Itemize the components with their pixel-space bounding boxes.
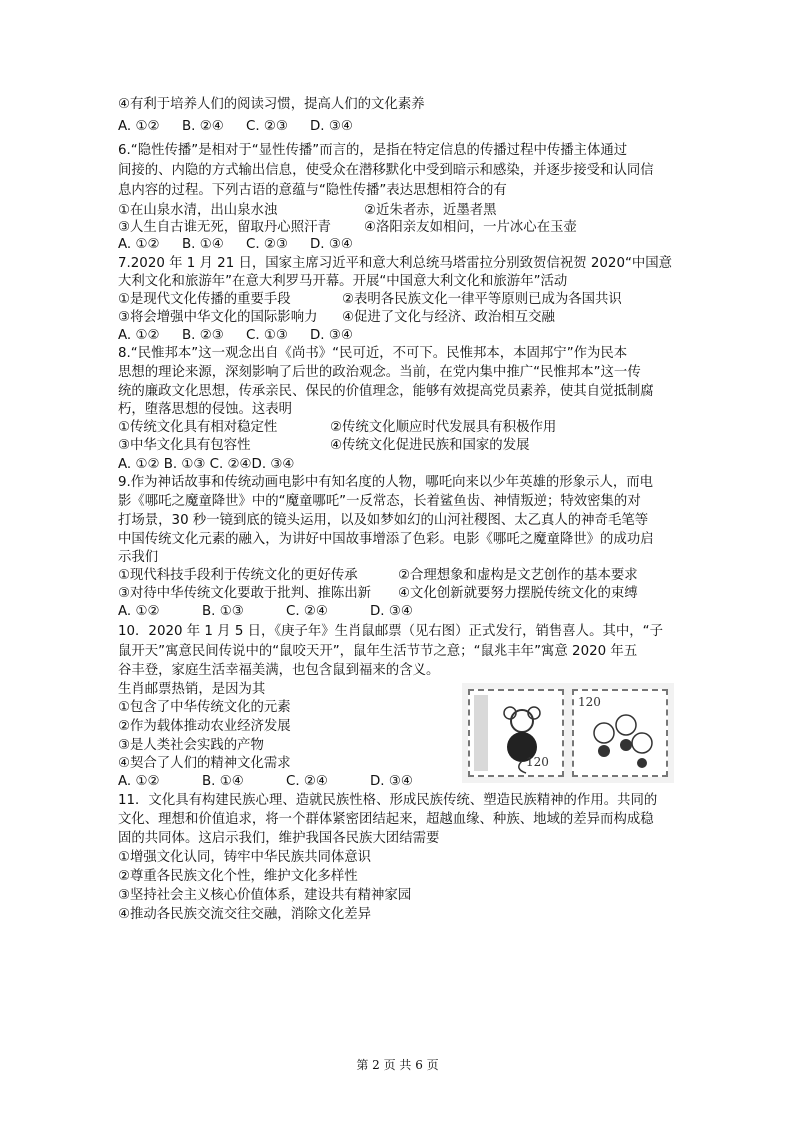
choice-row [118, 290, 622, 309]
page-number: 第 2 页 共 6 页 [356, 1058, 439, 1072]
question-11-text: 文化、理想和价值追求，将一个群体紧密团结起来，超越血缘、种族、地域的差异而构成稳 [118, 812, 654, 827]
question-6-text: 6.“隐性传播”是相对于“显性传播”而言的，是指在特定信息的传播过程中传播主体通过 [118, 143, 628, 158]
option-a: A. ①② [118, 328, 160, 343]
option-d: D. ③④ [310, 119, 353, 134]
answer-options-q5 [118, 117, 353, 136]
choice-4: ④文化创新就要努力摆脱传统文化的束缚 [398, 586, 638, 601]
choice-1: ①包含了中华传统文化的元素 [118, 700, 291, 715]
option-a: A. ①② [118, 237, 160, 252]
choice-1: ①是现代文化传播的重要手段 [118, 292, 291, 307]
choice-4: ④传统文化促进民族和国家的发展 [330, 438, 530, 453]
question-8-text: 8.“民惟邦本”这一观念出自《尚书》“民可近，不可下。民惟邦本，本固邦宁”作为民本 [118, 346, 628, 361]
choice-2: ②近朱者赤，近墨者黑 [364, 203, 497, 218]
answer-options-q9 [118, 602, 413, 621]
choice-2: ②传统文化顺应时代发展具有积极作用 [330, 420, 557, 435]
option-d: D. ③④ [310, 328, 353, 343]
question-9-text: 影《哪吒之魔童降世》中的“魔童哪吒”一反常态，长着鲨鱼齿、神情叛逆；特效密集的对 [118, 494, 641, 509]
question-10-text: 生肖邮票热销，是因为其 [118, 682, 266, 697]
option-a: A. ①② [118, 774, 160, 789]
zodiac-stamps-image [462, 683, 674, 783]
question-10-text: 谷丰登，家庭生活幸福美满，也包含鼠到福来的含义。 [118, 663, 440, 678]
question-9-text: 中国传统文化元素的融入，为讲好中国故事增添了色彩。电影《哪吒之魔童降世》的成功启 [118, 532, 654, 547]
choice-row [118, 584, 638, 603]
option-b: B. ①④ [182, 237, 224, 252]
answer-options-q6 [118, 235, 353, 254]
choice-line: ④有利于培养人们的阅读习惯，提高人们的文化素养 [118, 97, 425, 112]
question-7-text: 7.2020 年 1 月 21 日，国家主席习近平和意大利总统马塔雷拉分别致贺信祝贺 2020“中国意 [118, 256, 673, 271]
choice-3: ③人生自古谁无死，留取丹心照汗青 [118, 220, 331, 235]
rat-stamp-right [572, 689, 668, 777]
answer-options-q8: A. ①② B. ①③ C. ②④D. ③④ [118, 457, 295, 472]
choice-3: ③对待中华传统文化要敢于批判、推陈出新 [118, 586, 372, 601]
choice-4: ④推动各民族交流交往交融，消除文化差异 [118, 907, 372, 922]
option-a: A. ①② [118, 604, 160, 619]
option-c: C. ①③ [246, 328, 288, 343]
option-d: D. ③④ [370, 604, 413, 619]
question-11-text: 固的共同体。这启示我们，维护我国各民族大团结需要 [118, 831, 440, 846]
option-a: A. ①② [118, 119, 160, 134]
choice-1: ①现代科技手段利于传统文化的更好传承 [118, 568, 358, 583]
option-b: B. ②④ [182, 119, 224, 134]
choice-row [118, 566, 638, 585]
choice-1: ①传统文化具有相对稳定性 [118, 420, 278, 435]
question-6-text: 息内容的过程。下列古语的意蕴与“隐性传播”表达思想相符合的有 [118, 183, 507, 198]
question-8-text: 思想的理论来源，深刻影响了后世的政治观念。当前，在党内集中推广“民惟邦本”这一传 [118, 365, 641, 380]
choice-2: ②表明各民族文化一律平等原则已成为各国共识 [342, 292, 622, 307]
choice-3: ③坚持社会主义核心价值体系，建设共有精神家园 [118, 888, 412, 903]
choice-row [118, 418, 556, 437]
question-10-text: 鼠开天”寓意民间传说中的“鼠咬天开”，鼠年生活节节之意；“鼠兆丰年”寓意 2020 年五 [118, 644, 638, 659]
question-8-text: 朽，堕落思想的侵蚀。这表明 [118, 402, 293, 417]
choice-4: ④洛阳亲友如相问，一片冰心在玉壶 [364, 220, 577, 235]
option-c: C. ②④ [286, 774, 328, 789]
question-9-text: 示我们 [118, 550, 159, 565]
choice-1: ①在山泉水清，出山泉水浊 [118, 203, 278, 218]
choice-row [118, 308, 555, 327]
stamp-value: 120 [578, 695, 601, 709]
choice-3: ③是人类社会实践的产物 [118, 738, 264, 753]
answer-options-q7 [118, 326, 353, 345]
choice-4: ④促进了文化与经济、政治相互交融 [342, 310, 555, 325]
option-b: B. ①③ [202, 604, 244, 619]
option-b: B. ①④ [202, 774, 244, 789]
question-9-text: 打场景，30 秒一镜到底的镜头运用，以及如梦如幻的山河社稷图、太乙真人的神奇毛笔等 [118, 513, 649, 528]
choice-3: ③将会增强中华文化的国际影响力 [118, 310, 318, 325]
rat-stamp-left [468, 689, 564, 777]
question-8-text: 统的廉政文化思想，传承亲民、保民的价值理念，能够有效提高党员素养，使其自觉抵制腐 [118, 384, 654, 399]
choice-1: ①增强文化认同，铸牢中华民族共同体意识 [118, 850, 372, 865]
option-d: D. ③④ [370, 774, 413, 789]
choice-2: ②尊重各民族文化个性，维护文化多样性 [118, 869, 358, 884]
choice-3: ③中华文化具有包容性 [118, 438, 251, 453]
option-b: B. ②③ [182, 328, 224, 343]
option-c: C. ②④ [286, 604, 328, 619]
answer-options-q10 [118, 772, 413, 791]
question-9-text: 9.作为神话故事和传统动画电影中有知名度的人物，哪吒向来以少年英雄的形象示人，而电 [118, 475, 654, 490]
option-d: D. ③④ [310, 237, 353, 252]
question-10-text: 10．2020 年 1 月 5 日，《庚子年》生肖鼠邮票（见右图）正式发行，销售喜人。其中，“子 [118, 624, 663, 639]
question-6-text: 间接的、内隐的方式输出信息，使受众在潜移默化中受到暗示和感染，并逐步接受和认同信 [118, 163, 654, 178]
choice-row [118, 436, 529, 455]
choice-2: ②合理想象和虚构是文艺创作的基本要求 [398, 568, 638, 583]
option-c: C. ②③ [246, 237, 288, 252]
question-11-text: 11．文化具有构建民族心理、造就民族性格、形成民族传统、塑造民族精神的作用。共同的 [118, 793, 658, 808]
choice-2: ②作为载体推动农业经济发展 [118, 719, 291, 734]
stamp-value: 120 [526, 755, 549, 769]
option-c: C. ②③ [246, 119, 288, 134]
question-7-text: 大利文化和旅游年”在意大利罗马开幕。开展“中国意大利文化和旅游年”活动 [118, 274, 568, 289]
choice-4: ④契合了人们的精神文化需求 [118, 756, 291, 771]
